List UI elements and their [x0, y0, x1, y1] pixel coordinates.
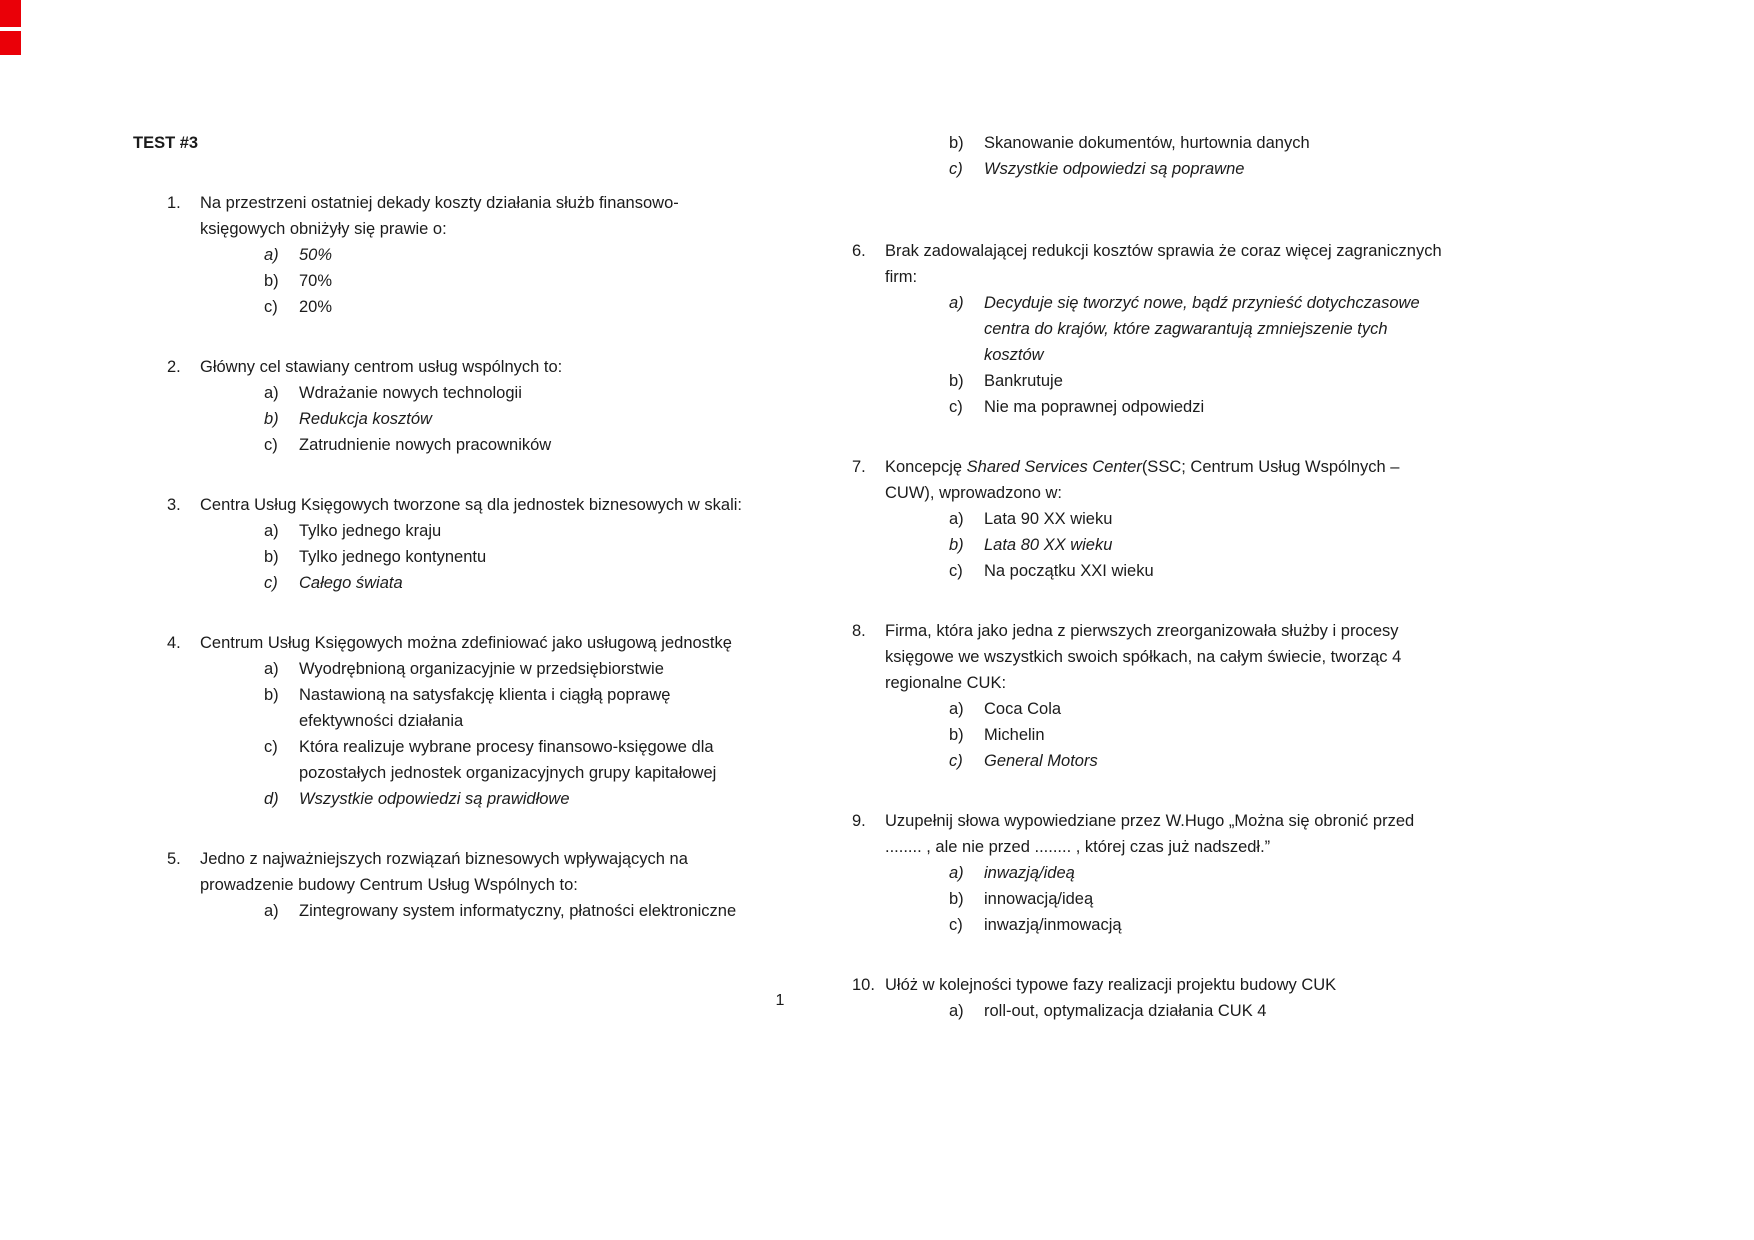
- answer-option: [264, 406, 749, 432]
- option-text: Redukcja kosztów: [299, 410, 432, 428]
- option-label: a): [264, 246, 279, 264]
- option-label: a): [949, 864, 964, 882]
- option-text: Tylko jednego kraju: [299, 522, 442, 540]
- answer-option: [949, 506, 1444, 532]
- question-text-run: Centra Usług Księgowych tworzone są dla jednostek biznesowych w skali:: [200, 496, 743, 514]
- question-text-run: Koncepcję: [885, 458, 967, 476]
- question-1: [167, 190, 749, 320]
- option-label: c): [264, 574, 278, 592]
- option-label: b): [949, 536, 964, 554]
- question-text-run: Ułóż w kolejności typowe fazy realizacji projektu budowy CUK: [885, 976, 1337, 994]
- question-number: 5.: [167, 850, 181, 868]
- question-4: [167, 630, 749, 812]
- question-text-run: Jedno z najważniejszych rozwiązań biznesowych wpływających na prowadzenie budowy Centrum Usług Wspólnych to:: [200, 850, 688, 894]
- option-label: a): [264, 902, 279, 920]
- option-text: Bankrutuje: [984, 372, 1063, 390]
- answer-option: [264, 268, 749, 294]
- question-body: [885, 618, 1444, 774]
- question-2: [167, 354, 749, 458]
- answer-option: [949, 532, 1444, 558]
- question-text: [200, 354, 749, 380]
- question-text: [200, 630, 749, 656]
- question-body: [885, 972, 1444, 1024]
- option-text: Tylko jednego kontynentu: [299, 548, 487, 566]
- option-label: c): [264, 298, 278, 316]
- answer-option: [949, 722, 1444, 748]
- answer-option: [264, 380, 749, 406]
- answer-option: [264, 570, 749, 596]
- option-label: a): [264, 384, 279, 402]
- option-text: General Motors: [984, 752, 1098, 770]
- question-text: [200, 846, 749, 898]
- option-text: Która realizuje wybrane procesy finansowo-księgowe dla pozostałych jednostek organizacyjnych grupy kapitałowej: [299, 738, 717, 782]
- question-number: 7.: [852, 458, 866, 476]
- option-label: c): [949, 160, 963, 178]
- options-list: [885, 860, 1444, 938]
- answer-option: [949, 886, 1444, 912]
- options-list: [885, 696, 1444, 774]
- question-body: [200, 354, 749, 458]
- option-text: Nastawioną na satysfakcję klienta i ciągłą poprawę efektywności działania: [299, 686, 671, 730]
- question-text-run: Uzupełnij słowa wypowiedziane przez W.Hugo „Można się obronić przed ........ , ale nie przed ........ , której czas już nadszedł.”: [885, 812, 1415, 856]
- option-text: inwazją/inmowacją: [984, 916, 1122, 934]
- option-text: Wdrażanie nowych technologii: [299, 384, 522, 402]
- option-label: a): [264, 522, 279, 540]
- option-text: Całego świata: [299, 574, 403, 592]
- option-text: Zatrudnienie nowych pracowników: [299, 436, 552, 454]
- option-text: 50%: [299, 246, 333, 264]
- question-text-run: (SSC; Centrum Usług Wspólnych – CUW), wprowadzono w:: [885, 458, 1400, 502]
- option-label: c): [949, 562, 963, 580]
- answer-option: [949, 912, 1444, 938]
- question-body: [885, 238, 1444, 420]
- question-number: 3.: [167, 496, 181, 514]
- option-label: b): [264, 548, 279, 566]
- question-number: 10.: [852, 976, 875, 994]
- question-text-run: Shared Services Center: [966, 458, 1142, 476]
- answer-option: [264, 432, 749, 458]
- scan-artifact-mark: [0, 0, 21, 27]
- options-list: [200, 518, 749, 596]
- answer-option: [949, 394, 1444, 420]
- option-text: Nie ma poprawnej odpowiedzi: [984, 398, 1205, 416]
- question-body: [885, 454, 1444, 584]
- question-body: [200, 846, 749, 924]
- option-text: Decyduje się tworzyć nowe, bądź przynieść dotychczasowe centra do krajów, które zagwarantują zmniejszenie tych kosztów: [984, 294, 1420, 364]
- question-number: 8.: [852, 622, 866, 640]
- question-9: [852, 808, 1444, 938]
- option-text: Skanowanie dokumentów, hurtownia danych: [984, 134, 1310, 152]
- answer-option: [264, 518, 749, 544]
- option-text: 20%: [299, 298, 333, 316]
- right-column: [852, 130, 1444, 1024]
- option-label: c): [949, 398, 963, 416]
- option-label: b): [264, 272, 279, 290]
- question-text: [885, 808, 1444, 860]
- question-body: [885, 808, 1444, 938]
- answer-option: [949, 696, 1444, 722]
- option-label: c): [949, 752, 963, 770]
- option-label: b): [264, 686, 279, 704]
- option-label: b): [949, 890, 964, 908]
- question-text: [200, 190, 749, 242]
- options-list: [885, 290, 1444, 420]
- option-label: b): [264, 410, 279, 428]
- document-title: TEST #3: [133, 134, 199, 152]
- question-text: [885, 972, 1444, 998]
- answer-option: [949, 368, 1444, 394]
- option-label: c): [264, 738, 278, 756]
- option-label: a): [949, 700, 964, 718]
- option-label: a): [949, 1002, 964, 1020]
- options-list: [200, 380, 749, 458]
- question-text: [885, 238, 1444, 290]
- question-text: [200, 492, 749, 518]
- option-label: b): [949, 726, 964, 744]
- option-label: d): [264, 790, 279, 808]
- option-text: Coca Cola: [984, 700, 1062, 718]
- question-number: 6.: [852, 242, 866, 260]
- option-label: b): [949, 134, 964, 152]
- option-text: Zintegrowany system informatyczny, płatności elektroniczne: [299, 902, 737, 920]
- answer-option: [949, 998, 1444, 1024]
- question-6: [852, 238, 1444, 420]
- options-list: [200, 656, 749, 812]
- option-text: 70%: [299, 272, 333, 290]
- answer-option: [949, 860, 1444, 886]
- option-label: a): [949, 510, 964, 528]
- option-text: Wszystkie odpowiedzi są poprawne: [984, 160, 1245, 178]
- answer-option: [264, 242, 749, 268]
- scan-artifact-mark: [0, 31, 21, 55]
- question-text-run: Na przestrzeni ostatniej dekady koszty działania służb finansowo-księgowych obniżyły się prawie o:: [200, 194, 679, 238]
- answer-option: [949, 290, 1444, 368]
- answer-option: [264, 294, 749, 320]
- options-list: [885, 506, 1444, 584]
- question-7: [852, 454, 1444, 584]
- answer-option: [949, 130, 1444, 156]
- answer-option: [949, 156, 1444, 182]
- answer-option: [264, 656, 749, 682]
- question-5: [167, 846, 749, 924]
- question-number: 9.: [852, 812, 866, 830]
- question-text-run: Brak zadowalającej redukcji kosztów sprawia że coraz więcej zagranicznych firm:: [885, 242, 1442, 286]
- options-list: [200, 898, 749, 924]
- question-text: [885, 618, 1444, 696]
- option-text: Michelin: [984, 726, 1045, 744]
- question-text-run: Centrum Usług Księgowych można zdefiniować jako usługową jednostkę: [200, 634, 732, 652]
- answer-option: [264, 734, 749, 786]
- option-label: b): [949, 372, 964, 390]
- question-8: [852, 618, 1444, 774]
- question-body: [200, 190, 749, 320]
- option-label: c): [264, 436, 278, 454]
- question-text-run: Firma, która jako jedna z pierwszych zreorganizowała służby i procesy księgowe we wszystkich swoich spółkach, na całym świecie, tworząc 4 regionalne CUK:: [885, 622, 1402, 692]
- question-text-run: Główny cel stawiany centrom usług wspólnych to:: [200, 358, 563, 376]
- options-continuation: [852, 130, 1444, 182]
- question-text: [885, 454, 1444, 506]
- option-text: Lata 80 XX wieku: [984, 536, 1113, 554]
- option-text: Na początku XXI wieku: [984, 562, 1154, 580]
- left-column: [133, 130, 749, 924]
- options-list: [200, 242, 749, 320]
- option-text: inwazją/ideą: [984, 864, 1075, 882]
- option-label: a): [949, 294, 964, 312]
- answer-option: [949, 558, 1444, 584]
- option-text: Wszystkie odpowiedzi są prawidłowe: [299, 790, 570, 808]
- question-number: 2.: [167, 358, 181, 376]
- page-number: 1: [775, 992, 785, 1009]
- option-label: a): [264, 660, 279, 678]
- options-list: [885, 998, 1444, 1024]
- option-text: innowacją/ideą: [984, 890, 1094, 908]
- question-body: [200, 630, 749, 812]
- option-text: roll-out, optymalizacja działania CUK 4: [984, 1002, 1267, 1020]
- answer-option: [264, 786, 749, 812]
- question-3: [167, 492, 749, 596]
- answer-option: [264, 898, 749, 924]
- question-10: [852, 972, 1444, 1024]
- option-text: Lata 90 XX wieku: [984, 510, 1113, 528]
- answer-option: [264, 544, 749, 570]
- question-body: [200, 492, 749, 596]
- answer-option: [264, 682, 749, 734]
- answer-option: [949, 748, 1444, 774]
- option-text: Wyodrębnioną organizacyjnie w przedsiębiorstwie: [299, 660, 664, 678]
- question-number: 4.: [167, 634, 181, 652]
- option-label: c): [949, 916, 963, 934]
- question-number: 1.: [167, 194, 181, 212]
